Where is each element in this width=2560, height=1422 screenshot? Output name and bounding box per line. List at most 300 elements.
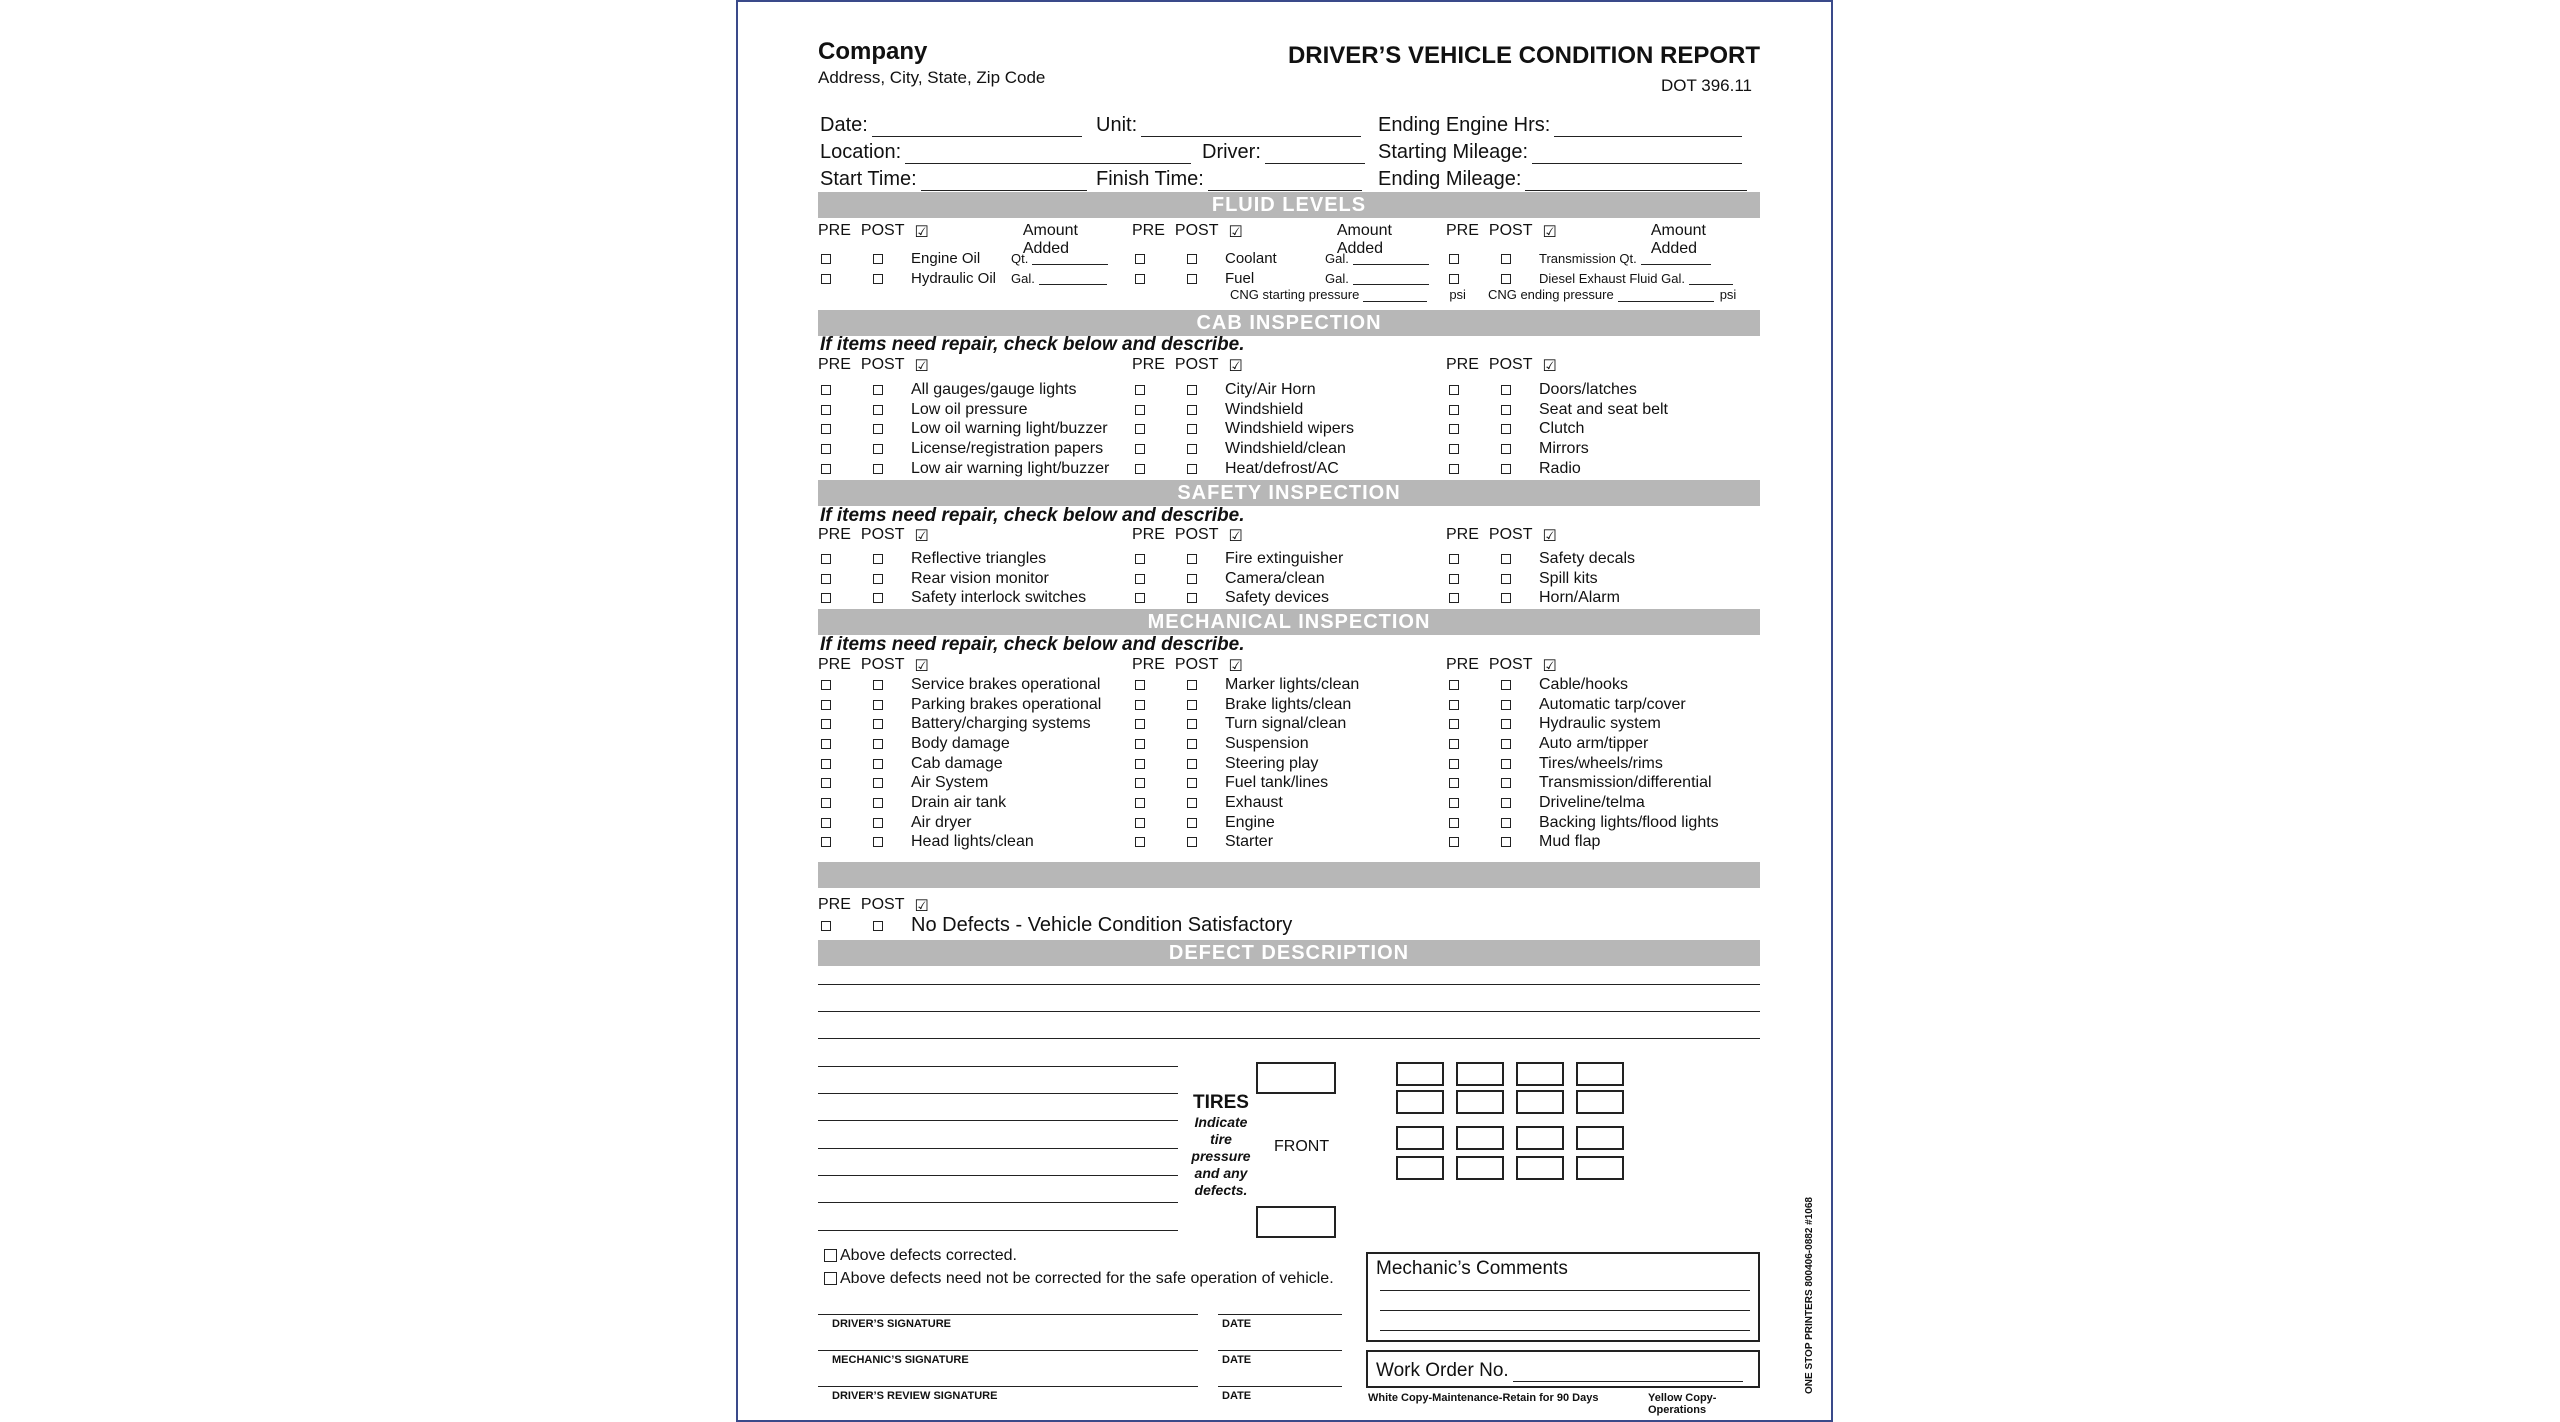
post-checkbox[interactable]	[1501, 739, 1511, 749]
post-checkbox[interactable]	[1187, 405, 1197, 415]
tire-pressure-box[interactable]	[1456, 1156, 1504, 1180]
post-checkbox[interactable]	[873, 424, 883, 434]
post-checkbox[interactable]	[873, 921, 883, 931]
post-checkbox[interactable]	[873, 444, 883, 454]
unit-field[interactable]	[1096, 114, 1378, 137]
pre-checkbox[interactable]	[1449, 759, 1459, 769]
item-label: Low oil pressure	[911, 400, 1028, 418]
item-label: Fire extinguisher	[1225, 549, 1344, 567]
tire-pressure-box[interactable]	[1576, 1156, 1624, 1180]
item-label: Spill kits	[1539, 569, 1598, 587]
item-label: Drain air tank	[911, 793, 1007, 811]
driver-date-line[interactable]	[1218, 1314, 1342, 1315]
item-label: Battery/charging systems	[911, 715, 1091, 733]
defects-corrected-checkbox[interactable]	[824, 1249, 837, 1262]
item-label: Engine	[1225, 813, 1275, 831]
item-label: Tires/wheels/rims	[1539, 754, 1663, 772]
post-checkbox[interactable]	[1187, 574, 1197, 584]
list-item	[818, 813, 1132, 833]
tires-note: Indicate tire pressure and any defects.	[1191, 1114, 1251, 1198]
post-checkbox[interactable]	[1187, 593, 1197, 603]
pre-checkbox[interactable]	[1449, 464, 1459, 474]
pre-checkbox[interactable]	[1449, 424, 1459, 434]
tire-pressure-box[interactable]	[1396, 1156, 1444, 1180]
comment-line[interactable]	[1380, 1330, 1750, 1331]
pre-checkbox[interactable]	[1135, 759, 1145, 769]
safety-instruction: If items need repair, check below and describe.	[820, 505, 1245, 526]
list-item	[1132, 439, 1446, 459]
pre-checkbox[interactable]	[1135, 798, 1145, 808]
post-checkbox[interactable]	[873, 680, 883, 690]
pre-checkbox[interactable]	[1135, 700, 1145, 710]
mechanic-signature-line[interactable]	[818, 1350, 1198, 1351]
post-checkbox[interactable]	[873, 385, 883, 395]
list-item: Coolant Gal.	[1132, 249, 1446, 269]
pre-checkbox[interactable]	[821, 554, 831, 564]
item-label: Automatic tarp/cover	[1539, 695, 1686, 713]
item-label: Mirrors	[1539, 439, 1589, 457]
pre-checkbox[interactable]	[1135, 778, 1145, 788]
mechanic-date-label: DATE	[1222, 1354, 1252, 1366]
mechanic-signature-label: MECHANIC’S SIGNATURE	[832, 1354, 969, 1366]
fluid-header-2: PRE POST ☑ Amount Added	[1132, 222, 1392, 257]
defects-not-corrected-row	[824, 1269, 1334, 1289]
defect-line[interactable]	[818, 1202, 1178, 1203]
pre-checkbox[interactable]	[1449, 574, 1459, 584]
list-item	[1446, 695, 1760, 715]
safety-col-2	[1132, 549, 1446, 608]
list-item	[1446, 833, 1760, 853]
tire-pressure-box[interactable]	[1576, 1090, 1624, 1114]
list-item	[1446, 675, 1760, 695]
pre-checkbox[interactable]	[821, 700, 831, 710]
tire-pressure-box[interactable]	[1456, 1062, 1504, 1086]
pre-checkbox[interactable]	[821, 798, 831, 808]
post-checkbox[interactable]	[873, 593, 883, 603]
post-checkbox[interactable]	[1187, 798, 1197, 808]
post-checkbox[interactable]	[1501, 424, 1511, 434]
start-time-field[interactable]	[820, 168, 1096, 191]
cab-col-3	[1446, 380, 1760, 478]
safety-col-3	[1446, 549, 1760, 608]
list-item	[1446, 754, 1760, 774]
post-checkbox[interactable]	[1187, 759, 1197, 769]
list-item	[818, 773, 1132, 793]
list-item	[1132, 714, 1446, 734]
pre-checkbox[interactable]	[1449, 554, 1459, 564]
pre-checkbox[interactable]	[1135, 574, 1145, 584]
pre-checkbox[interactable]	[1135, 818, 1145, 828]
item-label: Safety devices	[1225, 589, 1330, 607]
list-item	[1446, 569, 1760, 589]
work-order-box	[1366, 1350, 1760, 1388]
pre-checkbox[interactable]	[1135, 719, 1145, 729]
item-label: Starter	[1225, 833, 1274, 851]
pre-checkbox[interactable]	[1449, 798, 1459, 808]
defects-corrected-row	[824, 1246, 1017, 1266]
list-item: Engine Oil Qt.	[818, 249, 1132, 269]
tire-pressure-box[interactable]	[1576, 1062, 1624, 1086]
item-label: Windshield/clean	[1225, 439, 1346, 457]
cab-instruction: If items need repair, check below and describe.	[820, 334, 1245, 355]
mechanical-col-1	[818, 675, 1132, 852]
yellow-copy-note: Yellow Copy-Operations	[1648, 1392, 1717, 1416]
review-signature-line[interactable]	[818, 1386, 1198, 1387]
post-checkbox[interactable]	[873, 700, 883, 710]
post-checkbox[interactable]	[1187, 719, 1197, 729]
tire-pressure-box[interactable]	[1516, 1156, 1564, 1180]
post-checkbox[interactable]	[873, 719, 883, 729]
list-item	[1132, 695, 1446, 715]
list-item	[1446, 793, 1760, 813]
pre-checkbox[interactable]	[821, 385, 831, 395]
list-item	[1132, 459, 1446, 479]
defect-line[interactable]	[818, 1148, 1178, 1149]
safety-items	[818, 549, 1760, 608]
post-checkbox[interactable]	[1187, 778, 1197, 788]
cng-end-label: CNG ending pressure	[1487, 287, 1614, 302]
pre-checkbox[interactable]	[821, 274, 831, 284]
list-item	[1132, 813, 1446, 833]
mechanical-inspection-bar: MECHANICAL INSPECTION	[818, 609, 1760, 635]
list-item	[818, 833, 1132, 853]
list-item: Diesel Exhaust Fluid Gal.	[1446, 269, 1760, 289]
pre-checkbox[interactable]	[1135, 680, 1145, 690]
post-checkbox[interactable]	[873, 798, 883, 808]
list-item	[1132, 734, 1446, 754]
post-checkbox[interactable]	[873, 554, 883, 564]
driver-signature-line[interactable]	[818, 1314, 1198, 1315]
pre-checkbox[interactable]	[1449, 593, 1459, 603]
post-checkbox[interactable]	[1501, 593, 1511, 603]
item-label: Exhaust	[1225, 793, 1283, 811]
list-item: Hydraulic Oil Gal.	[818, 269, 1132, 289]
list-item	[818, 588, 1132, 608]
post-checkbox[interactable]	[1187, 444, 1197, 454]
post-checkbox[interactable]	[1501, 719, 1511, 729]
pre-checkbox[interactable]	[1449, 405, 1459, 415]
post-checkbox[interactable]	[1187, 254, 1197, 264]
post-checkbox[interactable]	[1501, 385, 1511, 395]
item-label: Fuel tank/lines	[1225, 774, 1329, 792]
cng-pressure-row	[1230, 287, 1736, 302]
review-date-line[interactable]	[1218, 1386, 1342, 1387]
item-label: Driveline/telma	[1539, 793, 1645, 811]
defect-line[interactable]	[818, 1093, 1178, 1094]
list-item	[1132, 675, 1446, 695]
defects-not-corrected-checkbox[interactable]	[824, 1272, 837, 1285]
pre-checkbox[interactable]	[1449, 719, 1459, 729]
pre-checkbox[interactable]	[1449, 739, 1459, 749]
item-label: Cab damage	[911, 754, 1003, 772]
tire-pressure-box[interactable]	[1396, 1090, 1444, 1114]
pre-checkbox[interactable]	[821, 680, 831, 690]
tires-label-block	[1188, 1092, 1254, 1199]
item-label: All gauges/gauge lights	[911, 380, 1077, 398]
post-checkbox[interactable]	[873, 464, 883, 474]
post-checkbox[interactable]	[1501, 818, 1511, 828]
item-label: Body damage	[911, 734, 1010, 752]
list-item	[818, 734, 1132, 754]
tire-pressure-box[interactable]	[1256, 1206, 1336, 1238]
post-checkbox[interactable]	[1187, 464, 1197, 474]
no-defects-label: No Defects - Vehicle Condition Satisfactory	[911, 914, 1293, 937]
item-label: Cable/hooks	[1539, 675, 1628, 693]
driver-field[interactable]	[1202, 141, 1378, 164]
post-checkbox[interactable]	[1501, 680, 1511, 690]
list-item	[1132, 419, 1446, 439]
item-label: Marker lights/clean	[1225, 675, 1360, 693]
finish-time-field[interactable]	[1096, 168, 1378, 191]
pre-checkbox[interactable]	[1135, 739, 1145, 749]
tire-pressure-box[interactable]	[1456, 1090, 1504, 1114]
post-checkbox[interactable]	[873, 837, 883, 847]
post-checkbox[interactable]	[1501, 405, 1511, 415]
work-order-field[interactable]	[1376, 1360, 1743, 1382]
item-label: Reflective triangles	[911, 549, 1047, 567]
mechanical-col-2	[1132, 675, 1446, 852]
report-title: DRIVER’S VEHICLE CONDITION REPORT	[1287, 42, 1760, 69]
mechanical-items	[818, 675, 1760, 852]
mechanics-comments-box[interactable]	[1366, 1252, 1760, 1342]
post-checkbox[interactable]	[1501, 554, 1511, 564]
list-item	[1446, 734, 1760, 754]
pre-checkbox[interactable]	[821, 778, 831, 788]
post-checkbox[interactable]	[1187, 818, 1197, 828]
safety-headers: PRE POST ☑ PRE POST ☑ PRE POST ☑	[818, 526, 1557, 545]
pre-checkbox[interactable]	[1449, 778, 1459, 788]
pre-checkbox[interactable]	[1449, 274, 1459, 284]
finish-time-label: Finish Time:	[1096, 168, 1204, 190]
item-label: Rear vision monitor	[911, 569, 1049, 587]
mechanical-headers: PRE POST ☑ PRE POST ☑ PRE POST ☑	[818, 656, 1557, 675]
pre-checkbox[interactable]	[821, 739, 831, 749]
post-checkbox[interactable]	[1501, 700, 1511, 710]
fluid-col-1	[818, 249, 1132, 288]
pre-checkbox[interactable]	[821, 464, 831, 474]
driver-date-label: DATE	[1222, 1318, 1252, 1330]
form-sheet	[736, 0, 1833, 1422]
fluid-header-1: PRE POST ☑ Amount Added	[818, 222, 1078, 257]
mechanics-comments-label: Mechanic’s Comments	[1376, 1258, 1568, 1279]
date-label: Date:	[820, 114, 868, 136]
item-label: License/registration papers	[911, 439, 1104, 457]
pre-checkbox[interactable]	[821, 818, 831, 828]
post-checkbox[interactable]	[1187, 739, 1197, 749]
post-checkbox[interactable]	[1501, 464, 1511, 474]
pre-checkbox[interactable]	[1449, 385, 1459, 395]
ending-engine-hrs-field[interactable]	[1378, 114, 1742, 137]
list-item	[1132, 754, 1446, 774]
pre-checkbox[interactable]	[821, 719, 831, 729]
item-label: Turn signal/clean	[1225, 715, 1347, 733]
list-item: Fuel Gal.	[1132, 269, 1446, 289]
start-time-label: Start Time:	[820, 168, 917, 190]
post-checkbox[interactable]	[1501, 759, 1511, 769]
defect-line[interactable]	[818, 1011, 1760, 1012]
front-label: FRONT	[1274, 1138, 1330, 1155]
info-row-1	[820, 114, 1762, 137]
pre-checkbox[interactable]	[1449, 444, 1459, 454]
defect-line[interactable]	[818, 1038, 1760, 1039]
pre-checkbox[interactable]	[821, 759, 831, 769]
location-field[interactable]	[820, 141, 1202, 164]
tire-pressure-box[interactable]	[1456, 1126, 1504, 1150]
post-checkbox[interactable]	[1501, 254, 1511, 264]
pre-checkbox[interactable]	[1449, 254, 1459, 264]
post-checkbox[interactable]	[1187, 274, 1197, 284]
item-label: City/Air Horn	[1225, 380, 1316, 398]
pre-checkbox[interactable]	[1449, 680, 1459, 690]
post-checkbox[interactable]	[1501, 778, 1511, 788]
pre-checkbox[interactable]	[1135, 254, 1145, 264]
list-item	[1446, 439, 1760, 459]
mechanic-date-line[interactable]	[1218, 1350, 1342, 1351]
list-item	[818, 419, 1132, 439]
pre-checkbox[interactable]	[1135, 464, 1145, 474]
comment-line[interactable]	[1380, 1290, 1750, 1291]
company-address: Address, City, State, Zip Code	[818, 68, 1046, 87]
post-checkbox[interactable]	[873, 254, 883, 264]
list-item	[1446, 773, 1760, 793]
post-checkbox[interactable]	[1501, 798, 1511, 808]
ending-mileage-field[interactable]	[1378, 168, 1747, 191]
item-label: Radio	[1539, 459, 1581, 477]
defect-line[interactable]	[818, 984, 1760, 985]
defect-line[interactable]	[818, 1230, 1178, 1231]
post-checkbox[interactable]	[873, 759, 883, 769]
post-checkbox[interactable]	[1187, 385, 1197, 395]
psi-label: psi	[1449, 287, 1466, 302]
pre-checkbox[interactable]	[1135, 405, 1145, 415]
pre-checkbox[interactable]	[1135, 424, 1145, 434]
post-checkbox[interactable]	[1501, 837, 1511, 847]
pre-checkbox[interactable]	[1135, 837, 1145, 847]
post-checkbox[interactable]	[873, 274, 883, 284]
list-item	[1446, 419, 1760, 439]
safety-col-1	[818, 549, 1132, 608]
pre-checkbox[interactable]	[821, 574, 831, 584]
defect-line[interactable]	[818, 1066, 1178, 1067]
pre-checkbox[interactable]	[821, 921, 831, 931]
tire-pressure-box[interactable]	[1516, 1126, 1564, 1150]
pre-checkbox[interactable]	[821, 837, 831, 847]
list-item	[818, 714, 1132, 734]
list-item	[818, 459, 1132, 479]
starting-mileage-field[interactable]	[1378, 141, 1742, 164]
pre-checkbox[interactable]	[1135, 593, 1145, 603]
cab-col-1	[818, 380, 1132, 478]
post-checkbox[interactable]	[1501, 574, 1511, 584]
tire-pressure-box[interactable]	[1516, 1062, 1564, 1086]
item-label: Parking brakes operational	[911, 695, 1102, 713]
no-defects-row	[818, 916, 1292, 936]
pre-checkbox[interactable]	[1449, 700, 1459, 710]
post-checkbox[interactable]	[1501, 274, 1511, 284]
starting-mileage-label: Starting Mileage:	[1378, 141, 1529, 163]
item-label: Steering play	[1225, 754, 1319, 772]
pre-checkbox[interactable]	[1135, 444, 1145, 454]
post-checkbox[interactable]	[873, 405, 883, 415]
date-field[interactable]	[820, 114, 1096, 137]
pre-checkbox[interactable]	[821, 593, 831, 603]
list-item	[1446, 459, 1760, 479]
item-label: Suspension	[1225, 734, 1309, 752]
post-checkbox[interactable]	[1187, 424, 1197, 434]
cng-start-label: CNG starting pressure	[1230, 287, 1360, 302]
item-label: Transmission/differential	[1539, 774, 1712, 792]
item-label: Camera/clean	[1225, 569, 1325, 587]
item-label: Seat and seat belt	[1539, 400, 1668, 418]
defect-line[interactable]	[818, 1120, 1178, 1121]
tire-pressure-box[interactable]	[1516, 1090, 1564, 1114]
pre-checkbox[interactable]	[1135, 385, 1145, 395]
item-label: Hydraulic system	[1539, 715, 1661, 733]
post-checkbox[interactable]	[873, 739, 883, 749]
pre-checkbox[interactable]	[821, 405, 831, 415]
tire-pressure-box[interactable]	[1576, 1126, 1624, 1150]
item-label: Heat/defrost/AC	[1225, 459, 1339, 477]
pre-checkbox[interactable]	[821, 254, 831, 264]
dot-reference: DOT 396.11	[1660, 76, 1752, 95]
list-item	[818, 793, 1132, 813]
driver-label: Driver:	[1202, 141, 1261, 163]
tire-pressure-box[interactable]	[1396, 1062, 1444, 1086]
driver-signature-label: DRIVER’S SIGNATURE	[832, 1318, 951, 1330]
post-checkbox[interactable]	[1187, 700, 1197, 710]
item-label: Low air warning light/buzzer	[911, 459, 1110, 477]
list-item	[1132, 400, 1446, 420]
item-label: Clutch	[1539, 420, 1585, 438]
fluid-levels-bar: FLUID LEVELS	[818, 192, 1760, 218]
ending-engine-hrs-label: Ending Engine Hrs:	[1378, 114, 1551, 136]
pre-checkbox[interactable]	[1449, 837, 1459, 847]
post-checkbox[interactable]	[1501, 444, 1511, 454]
post-checkbox[interactable]	[873, 818, 883, 828]
post-checkbox[interactable]	[1187, 680, 1197, 690]
location-label: Location:	[820, 141, 902, 163]
item-label: Safety decals	[1539, 549, 1636, 567]
pre-checkbox[interactable]	[1449, 818, 1459, 828]
post-checkbox[interactable]	[873, 778, 883, 788]
post-checkbox[interactable]	[1187, 554, 1197, 564]
defects-corrected-label: Above defects corrected.	[840, 1246, 1017, 1264]
cab-inspection-bar: CAB INSPECTION	[818, 310, 1760, 336]
pre-checkbox[interactable]	[1135, 274, 1145, 284]
item-label: Doors/latches	[1539, 380, 1637, 398]
tire-pressure-box[interactable]	[1396, 1126, 1444, 1150]
post-checkbox[interactable]	[873, 574, 883, 584]
tire-pressure-box[interactable]	[1256, 1062, 1336, 1094]
item-label: Horn/Alarm	[1539, 589, 1620, 607]
list-item	[1132, 569, 1446, 589]
item-label: Backing lights/flood lights	[1539, 813, 1719, 831]
item-label: Air dryer	[911, 813, 972, 831]
list-item	[1446, 714, 1760, 734]
comment-line[interactable]	[1380, 1310, 1750, 1311]
item-label: Auto arm/tipper	[1539, 734, 1649, 752]
defect-line[interactable]	[818, 1175, 1178, 1176]
pre-checkbox[interactable]	[821, 424, 831, 434]
pre-checkbox[interactable]	[821, 444, 831, 454]
list-item: Transmission Qt.	[1446, 249, 1760, 269]
pre-checkbox[interactable]	[1135, 554, 1145, 564]
post-checkbox[interactable]	[1187, 837, 1197, 847]
fluid-items	[818, 249, 1760, 288]
cab-headers: PRE POST ☑ PRE POST ☑ PRE POST ☑	[818, 356, 1557, 375]
unit-label: Unit:	[1096, 114, 1138, 136]
list-item	[1446, 380, 1760, 400]
